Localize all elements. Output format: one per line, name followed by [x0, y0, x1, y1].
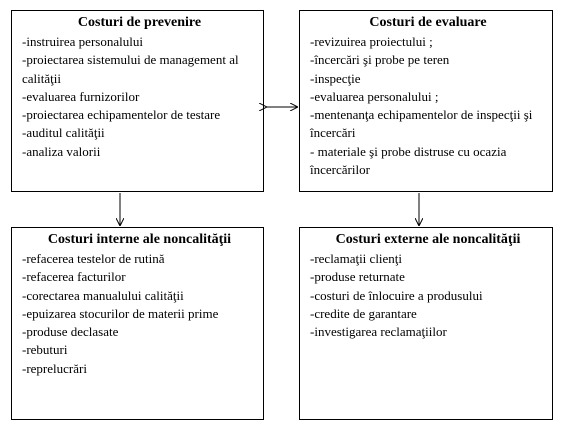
- internal-item: -epuizarea stocurilor de materii prime: [22, 305, 219, 321]
- prevention-item: -evaluarea furnizorilor: [22, 88, 140, 104]
- prevention-item: -instruirea personalului: [22, 34, 143, 49]
- internal-item: -produse declasate: [22, 324, 119, 340]
- external-item: -reclamaţii clienţi: [310, 251, 403, 266]
- external-item: -credite de garantare: [310, 305, 417, 321]
- prevention-item: -proiectarea echipamentelor de testare: [22, 107, 221, 123]
- internal-item: -refacerea facturilor: [22, 269, 126, 285]
- appraisal-costs-title: Costuri de evaluare: [369, 15, 487, 30]
- appraisal-item: -revizuirea proiectului ;: [310, 34, 433, 49]
- appraisal-item: - materiale şi probe distruse cu ocazia încercărilor: [310, 143, 507, 178]
- external-item: -investigarea reclamaţiilor: [310, 324, 447, 340]
- external-costs-title: Costuri externe ale noncalităţii: [335, 232, 521, 247]
- internal-item: -refacerea testelor de rutină: [22, 251, 165, 266]
- prevention-item: -proiectarea sistemului de management al calităţii: [22, 52, 239, 86]
- appraisal-item: -mentenanţa echipamentelor de inspecţii şi încercări: [310, 107, 533, 141]
- internal-item: -reprelucrări: [22, 360, 87, 376]
- appraisal-item: -evaluarea personalului ;: [310, 88, 439, 104]
- appraisal-item: -încercări şi probe pe teren: [310, 52, 450, 68]
- external-item: -costuri de înlocuire a produsului: [310, 287, 483, 303]
- appraisal-item: -inspecţie: [310, 70, 361, 86]
- internal-item: -rebuturi: [22, 342, 68, 358]
- internal-item: -corectarea manualului calităţii: [22, 287, 184, 303]
- external-item: -produse returnate: [310, 269, 405, 285]
- prevention-costs-title: Costuri de prevenire: [77, 15, 202, 30]
- prevention-item: -auditul calităţii: [22, 125, 105, 141]
- prevention-item: -analiza valorii: [22, 143, 101, 159]
- internal-costs-title: Costuri interne ale noncalităţii: [47, 232, 232, 247]
